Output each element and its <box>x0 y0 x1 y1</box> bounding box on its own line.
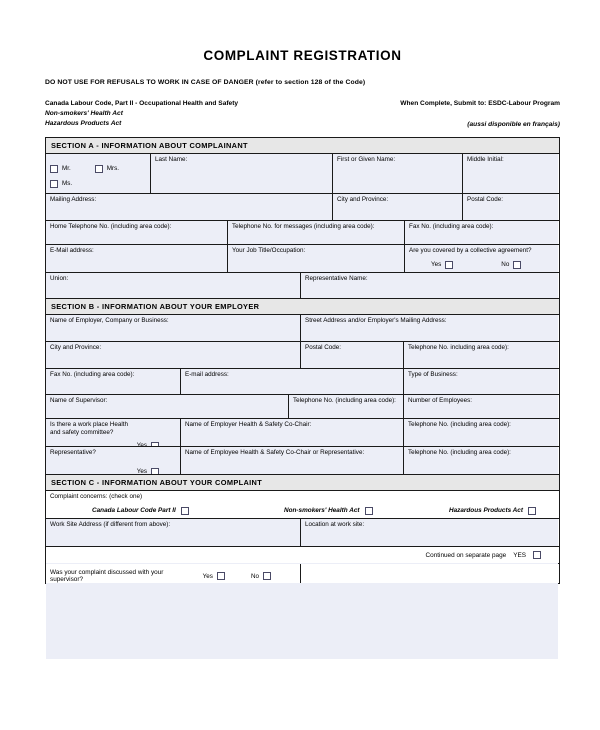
concern-non-smokers-health-act[interactable] <box>284 507 449 515</box>
salutation-ms-label: Ms. <box>62 180 73 188</box>
row-complaint-concerns <box>46 491 559 519</box>
field-representative-name[interactable] <box>301 273 558 298</box>
field-mailing-address-label: Mailing Address: <box>50 196 97 204</box>
field-employee-cochair-telephone-label: Telephone No. (including area code): <box>408 449 511 457</box>
field-employer-cochair-label: Name of Employer Health & Safety Co-Chair: <box>185 421 312 429</box>
section-c-heading: SECTION C - INFORMATION ABOUT YOUR COMPLAINT <box>46 475 559 491</box>
field-union[interactable] <box>46 273 301 298</box>
checkbox-icon[interactable] <box>528 507 536 515</box>
field-employee-cochair[interactable] <box>181 447 404 474</box>
concern-hazardous-products-act[interactable] <box>449 507 536 515</box>
page-title: COMPLAINT REGISTRATION <box>203 48 402 63</box>
committee-yes[interactable] <box>137 442 159 447</box>
checkbox-icon[interactable] <box>365 507 373 515</box>
french-availability-text: (aussi disponible en français) <box>467 121 560 129</box>
supervisor-discussion-cell <box>46 564 301 583</box>
field-employer-name[interactable] <box>46 315 301 341</box>
supervisor-discussion-yes-label: Yes <box>202 572 213 580</box>
field-supervisor-name-label: Name of Supervisor: <box>50 397 108 405</box>
row-committee <box>46 419 559 447</box>
supervisor-discussion-spacer <box>301 564 558 583</box>
field-last-name[interactable] <box>151 154 333 193</box>
supervisor-discussion-group <box>50 566 297 583</box>
section-a-heading: SECTION A - INFORMATION ABOUT COMPLAINANT <box>46 138 559 154</box>
field-employer-postal-code[interactable] <box>301 342 404 368</box>
field-email[interactable] <box>46 245 228 272</box>
collective-agreement-options <box>409 261 555 269</box>
field-job-title[interactable] <box>228 245 405 272</box>
row-email-job <box>46 245 559 273</box>
field-fax[interactable] <box>405 221 558 244</box>
committee-yes-group <box>50 442 177 447</box>
checkbox-icon[interactable] <box>151 468 159 474</box>
row-supervisor <box>46 395 559 419</box>
supervisor-discussion-yes[interactable] <box>203 572 225 580</box>
field-employer-street-address[interactable] <box>301 315 558 341</box>
field-collective-agreement <box>405 245 558 272</box>
field-supervisor-telephone[interactable] <box>289 395 404 418</box>
row-continued <box>46 547 559 564</box>
field-employer-street-address-label: Street Address and/or Employer's Mailing Address: <box>305 317 447 325</box>
representative-question-label: Representative? <box>50 449 96 457</box>
salutation-cell <box>46 154 151 193</box>
field-type-of-business-label: Type of Business: <box>408 371 458 379</box>
field-supervisor-telephone-label: Telephone No. (including area code): <box>293 397 396 405</box>
field-employee-cochair-telephone[interactable] <box>404 447 558 474</box>
field-location-at-work-site[interactable] <box>301 519 558 546</box>
committee-question-line2: and safety committee? <box>50 428 114 436</box>
row-address <box>46 194 559 221</box>
supervisor-discussion-label: Was your complaint discussed with your supervisor? <box>50 569 164 584</box>
field-first-name-label: First or Given Name: <box>337 156 396 164</box>
concern-canada-labour-code-label: Canada Labour Code Part II <box>92 507 176 515</box>
field-middle-initial[interactable] <box>463 154 558 193</box>
field-middle-initial-label: Middle Initial: <box>467 156 504 164</box>
complaint-concerns-cell <box>46 491 558 518</box>
field-supervisor-name[interactable] <box>46 395 289 418</box>
continued-group <box>50 549 555 559</box>
row-name <box>46 154 559 194</box>
field-job-title-label: Your Job Title/Occupation: <box>232 247 306 255</box>
field-fax-label: Fax No. (including area code): <box>409 223 494 231</box>
supervisor-discussion-no[interactable] <box>251 572 271 580</box>
field-representative-name-label: Representative Name: <box>305 275 368 283</box>
field-message-telephone-label: Telephone No. for messages (including area code): <box>232 223 375 231</box>
row-telephones <box>46 221 559 245</box>
field-message-telephone[interactable] <box>228 221 405 244</box>
field-first-name[interactable] <box>333 154 463 193</box>
field-employer-city-province-label: City and Province: <box>50 344 102 352</box>
field-employer-fax-label: Fax No. (including area code): <box>50 371 135 379</box>
field-location-at-work-site-label: Location at work site: <box>305 521 365 529</box>
continued-cell <box>46 547 558 563</box>
field-number-of-employees-label: Number of Employees: <box>408 397 473 405</box>
field-city-province-label: City and Province: <box>337 196 389 204</box>
concern-canada-labour-code[interactable] <box>92 507 284 515</box>
field-employer-cochair-telephone-label: Telephone No. (including area code): <box>408 421 511 429</box>
complaint-concerns-label: Complaint concerns: (check one) <box>50 493 143 501</box>
field-home-telephone-label: Home Telephone No. (including area code): <box>50 223 172 231</box>
collective-agreement-no-label: No <box>501 261 510 269</box>
salutation-mr[interactable] <box>50 165 71 173</box>
concern-hazardous-products-act-label: Hazardous Products Act <box>449 507 523 515</box>
warning-text: DO NOT USE FOR REFUSALS TO WORK IN CASE OF DANGER (refer to section 128 of the Code) <box>45 79 366 86</box>
salutation-line-2 <box>50 180 147 188</box>
field-collective-agreement-label: Are you covered by a collective agreement? <box>409 247 532 255</box>
field-representative-question <box>46 447 181 474</box>
salutation-mrs[interactable] <box>95 165 119 173</box>
field-employer-cochair[interactable] <box>181 419 404 446</box>
field-employer-cochair-telephone[interactable] <box>404 419 558 446</box>
salutation-ms[interactable] <box>50 180 72 188</box>
row-supervisor-discussion <box>46 564 559 584</box>
form-table <box>45 137 560 584</box>
row-employer-name <box>46 315 559 342</box>
complaint-concerns-options <box>50 507 555 515</box>
checkbox-icon[interactable] <box>445 261 453 269</box>
section-b-heading: SECTION B - INFORMATION ABOUT YOUR EMPLOYER <box>46 299 559 315</box>
field-employer-postal-code-label: Postal Code: <box>305 344 342 352</box>
committee-question-line1: Is there a work place Health <box>50 421 129 429</box>
row-work-site <box>46 519 559 547</box>
field-home-telephone[interactable] <box>46 221 228 244</box>
checkbox-icon[interactable] <box>263 572 271 580</box>
collective-agreement-yes-label: Yes <box>431 261 442 269</box>
checkbox-icon[interactable] <box>151 442 159 447</box>
supervisor-discussion-no-label: No <box>250 572 259 580</box>
field-city-province[interactable] <box>333 194 463 220</box>
field-employer-email-label: E-mail address: <box>185 371 229 379</box>
field-union-label: Union: <box>50 275 69 283</box>
committee-yes-label: Yes <box>136 442 147 447</box>
checkbox-icon[interactable] <box>217 572 225 580</box>
field-mailing-address[interactable] <box>46 194 333 220</box>
field-employer-email[interactable] <box>181 369 404 394</box>
row-union <box>46 273 559 299</box>
field-work-site-address[interactable] <box>46 519 301 546</box>
representative-yes-group <box>50 468 177 474</box>
field-employer-name-label: Name of Employer, Company or Business: <box>50 317 169 325</box>
checkbox-icon[interactable] <box>533 551 541 559</box>
field-employer-city-province[interactable] <box>46 342 301 368</box>
field-type-of-business[interactable] <box>404 369 558 394</box>
checkbox-icon[interactable] <box>50 165 58 173</box>
continued-yes-label: YES <box>513 551 526 559</box>
collective-agreement-yes[interactable] <box>431 261 453 269</box>
checkbox-icon[interactable] <box>50 180 58 188</box>
row-representative <box>46 447 559 475</box>
field-number-of-employees[interactable] <box>404 395 558 418</box>
field-committee-question <box>46 419 181 446</box>
acts-row <box>45 99 560 130</box>
row-employer-fax-email <box>46 369 559 395</box>
field-employer-fax[interactable] <box>46 369 181 394</box>
submit-to-text: When Complete, Submit to: ESDC-Labour Program <box>400 100 560 107</box>
field-postal-code-label: Postal Code: <box>467 196 504 204</box>
salutation-line-1 <box>50 165 147 173</box>
act-non-smokers-health: Non-smokers' Health Act <box>45 110 123 118</box>
checkbox-icon[interactable] <box>181 507 189 515</box>
salutation-mrs-label: Mrs. <box>106 165 119 173</box>
collective-agreement-no[interactable] <box>501 261 521 269</box>
salutation-mr-label: Mr. <box>62 165 71 173</box>
field-employee-cochair-label: Name of Employee Health & Safety Co-Chair or Representative: <box>185 449 365 457</box>
concern-non-smokers-health-act-label: Non-smokers' Health Act <box>284 507 360 515</box>
field-postal-code[interactable] <box>463 194 558 220</box>
row-employer-city <box>46 342 559 369</box>
checkbox-icon[interactable] <box>513 261 521 269</box>
representative-yes[interactable] <box>137 468 159 474</box>
act-hazardous-products: Hazardous Products Act <box>45 120 122 128</box>
act-canada-labour-code: Canada Labour Code, Part II - Occupational Health and Safety <box>45 100 239 107</box>
field-employer-telephone[interactable] <box>404 342 558 368</box>
field-email-label: E-Mail address: <box>50 247 94 255</box>
field-work-site-address-label: Work Site Address (if different from above): <box>50 521 171 529</box>
field-employer-telephone-label: Telephone No. including area code): <box>408 344 509 352</box>
field-last-name-label: Last Name: <box>155 156 188 164</box>
acts-right-block <box>400 99 560 130</box>
representative-yes-label: Yes <box>136 468 147 475</box>
acts-left-block <box>45 99 238 130</box>
form-sheet <box>45 20 560 584</box>
continued-label: Continued on separate page <box>425 551 507 559</box>
checkbox-icon[interactable] <box>95 165 103 173</box>
